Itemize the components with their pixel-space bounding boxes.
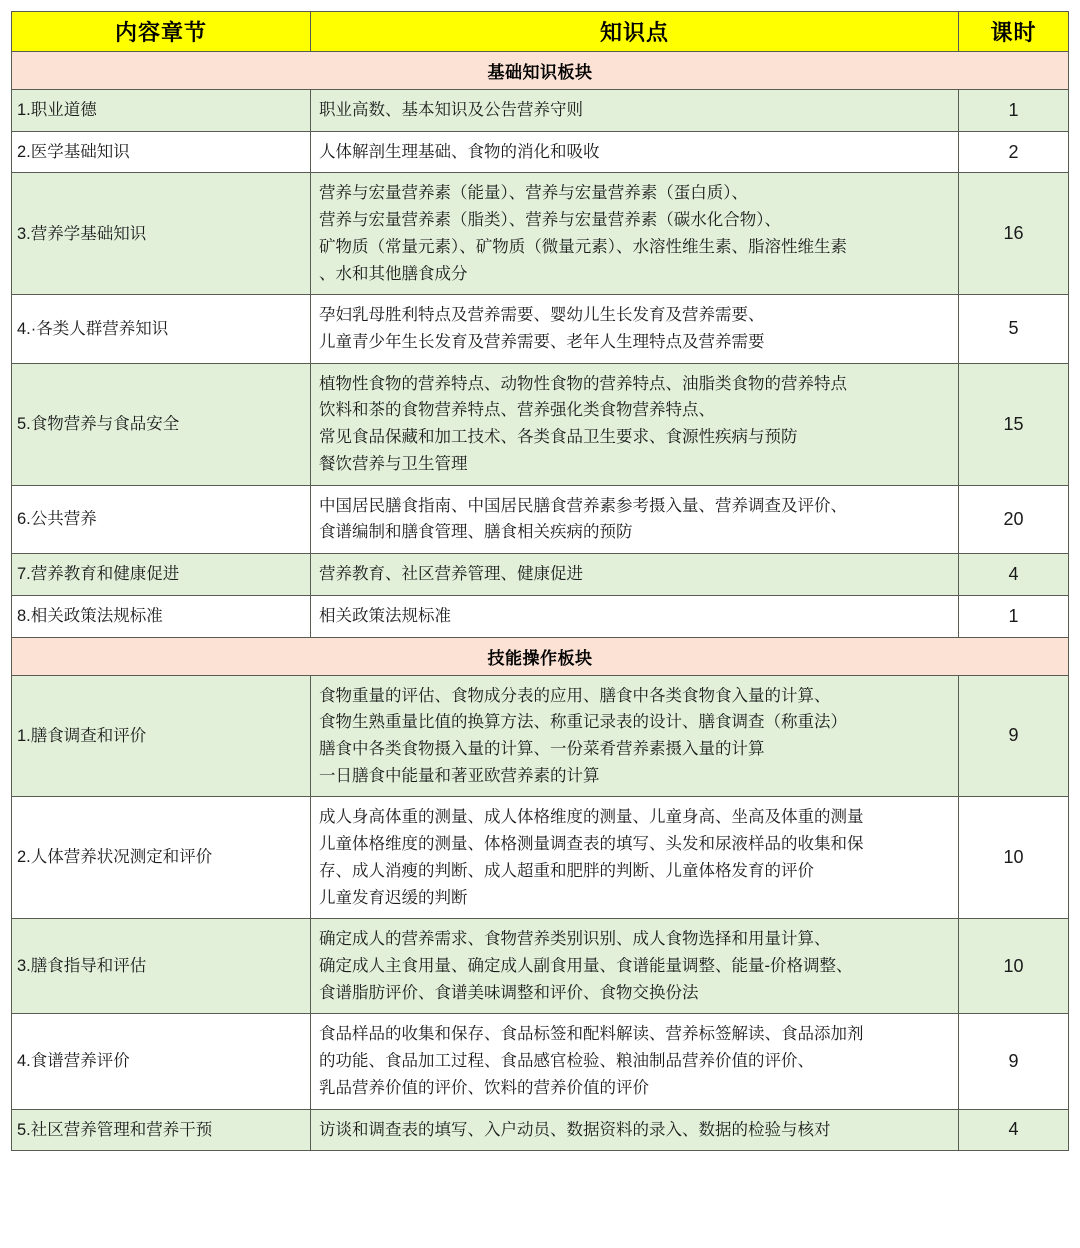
cell-hours: 4	[959, 1109, 1069, 1151]
knowledge-point-line: 存、成人消瘦的判断、成人超重和肥胖的判断、儿童体格发育的评价	[319, 861, 814, 880]
cell-knowledge-points	[311, 554, 959, 596]
table-row	[12, 554, 1069, 596]
knowledge-point-line: 相关政策法规标准	[319, 606, 451, 625]
knowledge-point-line: 常见食品保藏和加工技术、各类食品卫生要求、食源性疾病与预防	[319, 428, 798, 447]
cell-knowledge-points	[311, 1014, 959, 1109]
cell-knowledge-points	[311, 919, 959, 1014]
knowledge-point-line: 矿物质（常量元素）、矿物质（微量元素）、水溶性维生素、脂溶性维生素	[319, 237, 847, 256]
knowledge-point-line: 儿童青少年生长发育及营养需要、老年人生理特点及营养需要	[319, 333, 765, 352]
knowledge-point-line: 职业高数、基本知识及公告营养守则	[319, 101, 583, 119]
column-header-chapter: 内容章节	[12, 12, 311, 52]
cell-chapter: 4.·各类人群营养知识	[12, 295, 311, 363]
knowledge-point-line: 营养教育、社区营养管理、健康促进	[319, 565, 583, 584]
cell-chapter: 2.医学基础知识	[12, 131, 311, 173]
curriculum-table	[11, 11, 1069, 1151]
cell-knowledge-points	[311, 295, 959, 363]
knowledge-point-line: 成人身高体重的测量、成人体格维度的测量、儿童身高、坐高及体重的测量	[319, 808, 864, 827]
cell-hours: 1	[959, 90, 1069, 132]
knowledge-point-line: 中国居民膳食指南、中国居民膳食营养素参考摄入量、营养调查及评价、	[319, 496, 847, 515]
cell-chapter: 6.公共营养	[12, 485, 311, 553]
knowledge-point-line: 营养与宏量营养素（能量）、营养与宏量营养素（蛋白质）、	[319, 184, 748, 203]
knowledge-point-line: 营养与宏量营养素（脂类）、营养与宏量营养素（碳水化合物）、	[319, 211, 781, 230]
cell-knowledge-points	[311, 173, 959, 295]
knowledge-point-line: 访谈和调查表的填写、入户动员、数据资料的录入、数据的检验与核对	[319, 1120, 831, 1139]
knowledge-point-line: 确定成人主食用量、确定成人副食用量、食谱能量调整、能量-价格调整、	[319, 956, 853, 975]
cell-knowledge-points	[311, 131, 959, 173]
knowledge-point-line: 确定成人的营养需求、食物营养类别识别、成人食物选择和用量计算、	[319, 930, 831, 949]
section-title: 技能操作板块	[12, 637, 1069, 675]
column-header-knowledge-points: 知识点	[311, 12, 959, 52]
table-row	[12, 131, 1069, 173]
table-row	[12, 485, 1069, 553]
knowledge-point-line: 孕妇乳母胜利特点及营养需要、婴幼儿生长发育及营养需要、	[319, 306, 765, 325]
cell-hours: 20	[959, 485, 1069, 553]
table-body	[12, 52, 1069, 1151]
knowledge-point-line: 膳食中各类食物摄入量的计算、一份菜肴营养素摄入量的计算	[319, 739, 765, 758]
cell-knowledge-points	[311, 485, 959, 553]
cell-knowledge-points	[311, 797, 959, 919]
cell-hours: 15	[959, 363, 1069, 485]
cell-chapter: 5.社区营养管理和营养干预	[12, 1109, 311, 1151]
table-row	[12, 675, 1069, 797]
cell-chapter: 3.膳食指导和评估	[12, 919, 311, 1014]
knowledge-point-line: 食谱编制和膳食管理、膳食相关疾病的预防	[319, 523, 633, 542]
knowledge-point-line: 食物重量的评估、食物成分表的应用、膳食中各类食物食入量的计算、	[319, 686, 831, 705]
cell-chapter: 1.职业道德	[12, 90, 311, 132]
knowledge-point-line: 儿童体格维度的测量、体格测量调查表的填写、头发和尿液样品的收集和保	[319, 835, 864, 854]
table-row	[12, 595, 1069, 637]
cell-chapter: 4.食谱营养评价	[12, 1014, 311, 1109]
table-row	[12, 173, 1069, 295]
cell-knowledge-points	[311, 675, 959, 797]
section-title: 基础知识板块	[12, 52, 1069, 90]
table-row	[12, 1109, 1069, 1151]
column-header-hours: 课时	[959, 12, 1069, 52]
cell-chapter: 7.营养教育和健康促进	[12, 554, 311, 596]
table-row	[12, 363, 1069, 485]
cell-chapter: 1.膳食调查和评价	[12, 675, 311, 797]
table-row	[12, 1014, 1069, 1109]
cell-hours: 10	[959, 919, 1069, 1014]
knowledge-point-line: 一日膳食中能量和著亚欧营养素的计算	[319, 766, 600, 785]
cell-knowledge-points	[311, 595, 959, 637]
cell-knowledge-points	[311, 1109, 959, 1151]
knowledge-point-line: 餐饮营养与卫生管理	[319, 454, 468, 473]
cell-knowledge-points	[311, 363, 959, 485]
cell-chapter: 3.营养学基础知识	[12, 173, 311, 295]
cell-hours: 10	[959, 797, 1069, 919]
knowledge-point-line: 的功能、食品加工过程、食品感官检验、粮油制品营养价值的评价、	[319, 1052, 814, 1071]
table-row	[12, 295, 1069, 363]
table-row	[12, 797, 1069, 919]
knowledge-point-line: 食谱脂肪评价、食谱美味调整和评价、食物交换份法	[319, 983, 699, 1002]
knowledge-point-line: 饮料和茶的食物营养特点、营养强化类食物营养特点、	[319, 401, 715, 420]
cell-chapter: 8.相关政策法规标准	[12, 595, 311, 637]
knowledge-point-line: 食物生熟重量比值的换算方法、称重记录表的设计、膳食调查（称重法）	[319, 713, 847, 732]
cell-chapter: 2.人体营养状况测定和评价	[12, 797, 311, 919]
cell-hours: 16	[959, 173, 1069, 295]
cell-chapter: 5.食物营养与食品安全	[12, 363, 311, 485]
knowledge-point-line: 植物性食物的营养特点、动物性食物的营养特点、油脂类食物的营养特点	[319, 374, 847, 393]
cell-hours: 5	[959, 295, 1069, 363]
cell-hours: 2	[959, 131, 1069, 173]
knowledge-point-line: 食品样品的收集和保存、食品标签和配料解读、营养标签解读、食品添加剂	[319, 1025, 864, 1044]
section-divider-row	[12, 637, 1069, 675]
table-row	[12, 90, 1069, 132]
section-divider-row	[12, 52, 1069, 90]
knowledge-point-line: 、水和其他膳食成分	[319, 264, 468, 283]
knowledge-point-line: 乳品营养价值的评价、饮料的营养价值的评价	[319, 1078, 649, 1097]
table-header	[12, 12, 1069, 52]
table-row	[12, 919, 1069, 1014]
knowledge-point-line: 儿童发育迟缓的判断	[319, 888, 468, 907]
cell-hours: 1	[959, 595, 1069, 637]
cell-knowledge-points	[311, 90, 959, 132]
cell-hours: 4	[959, 554, 1069, 596]
cell-hours: 9	[959, 1014, 1069, 1109]
header-row	[12, 12, 1069, 52]
cell-hours: 9	[959, 675, 1069, 797]
knowledge-point-line: 人体解剖生理基础、食物的消化和吸收	[319, 142, 600, 161]
